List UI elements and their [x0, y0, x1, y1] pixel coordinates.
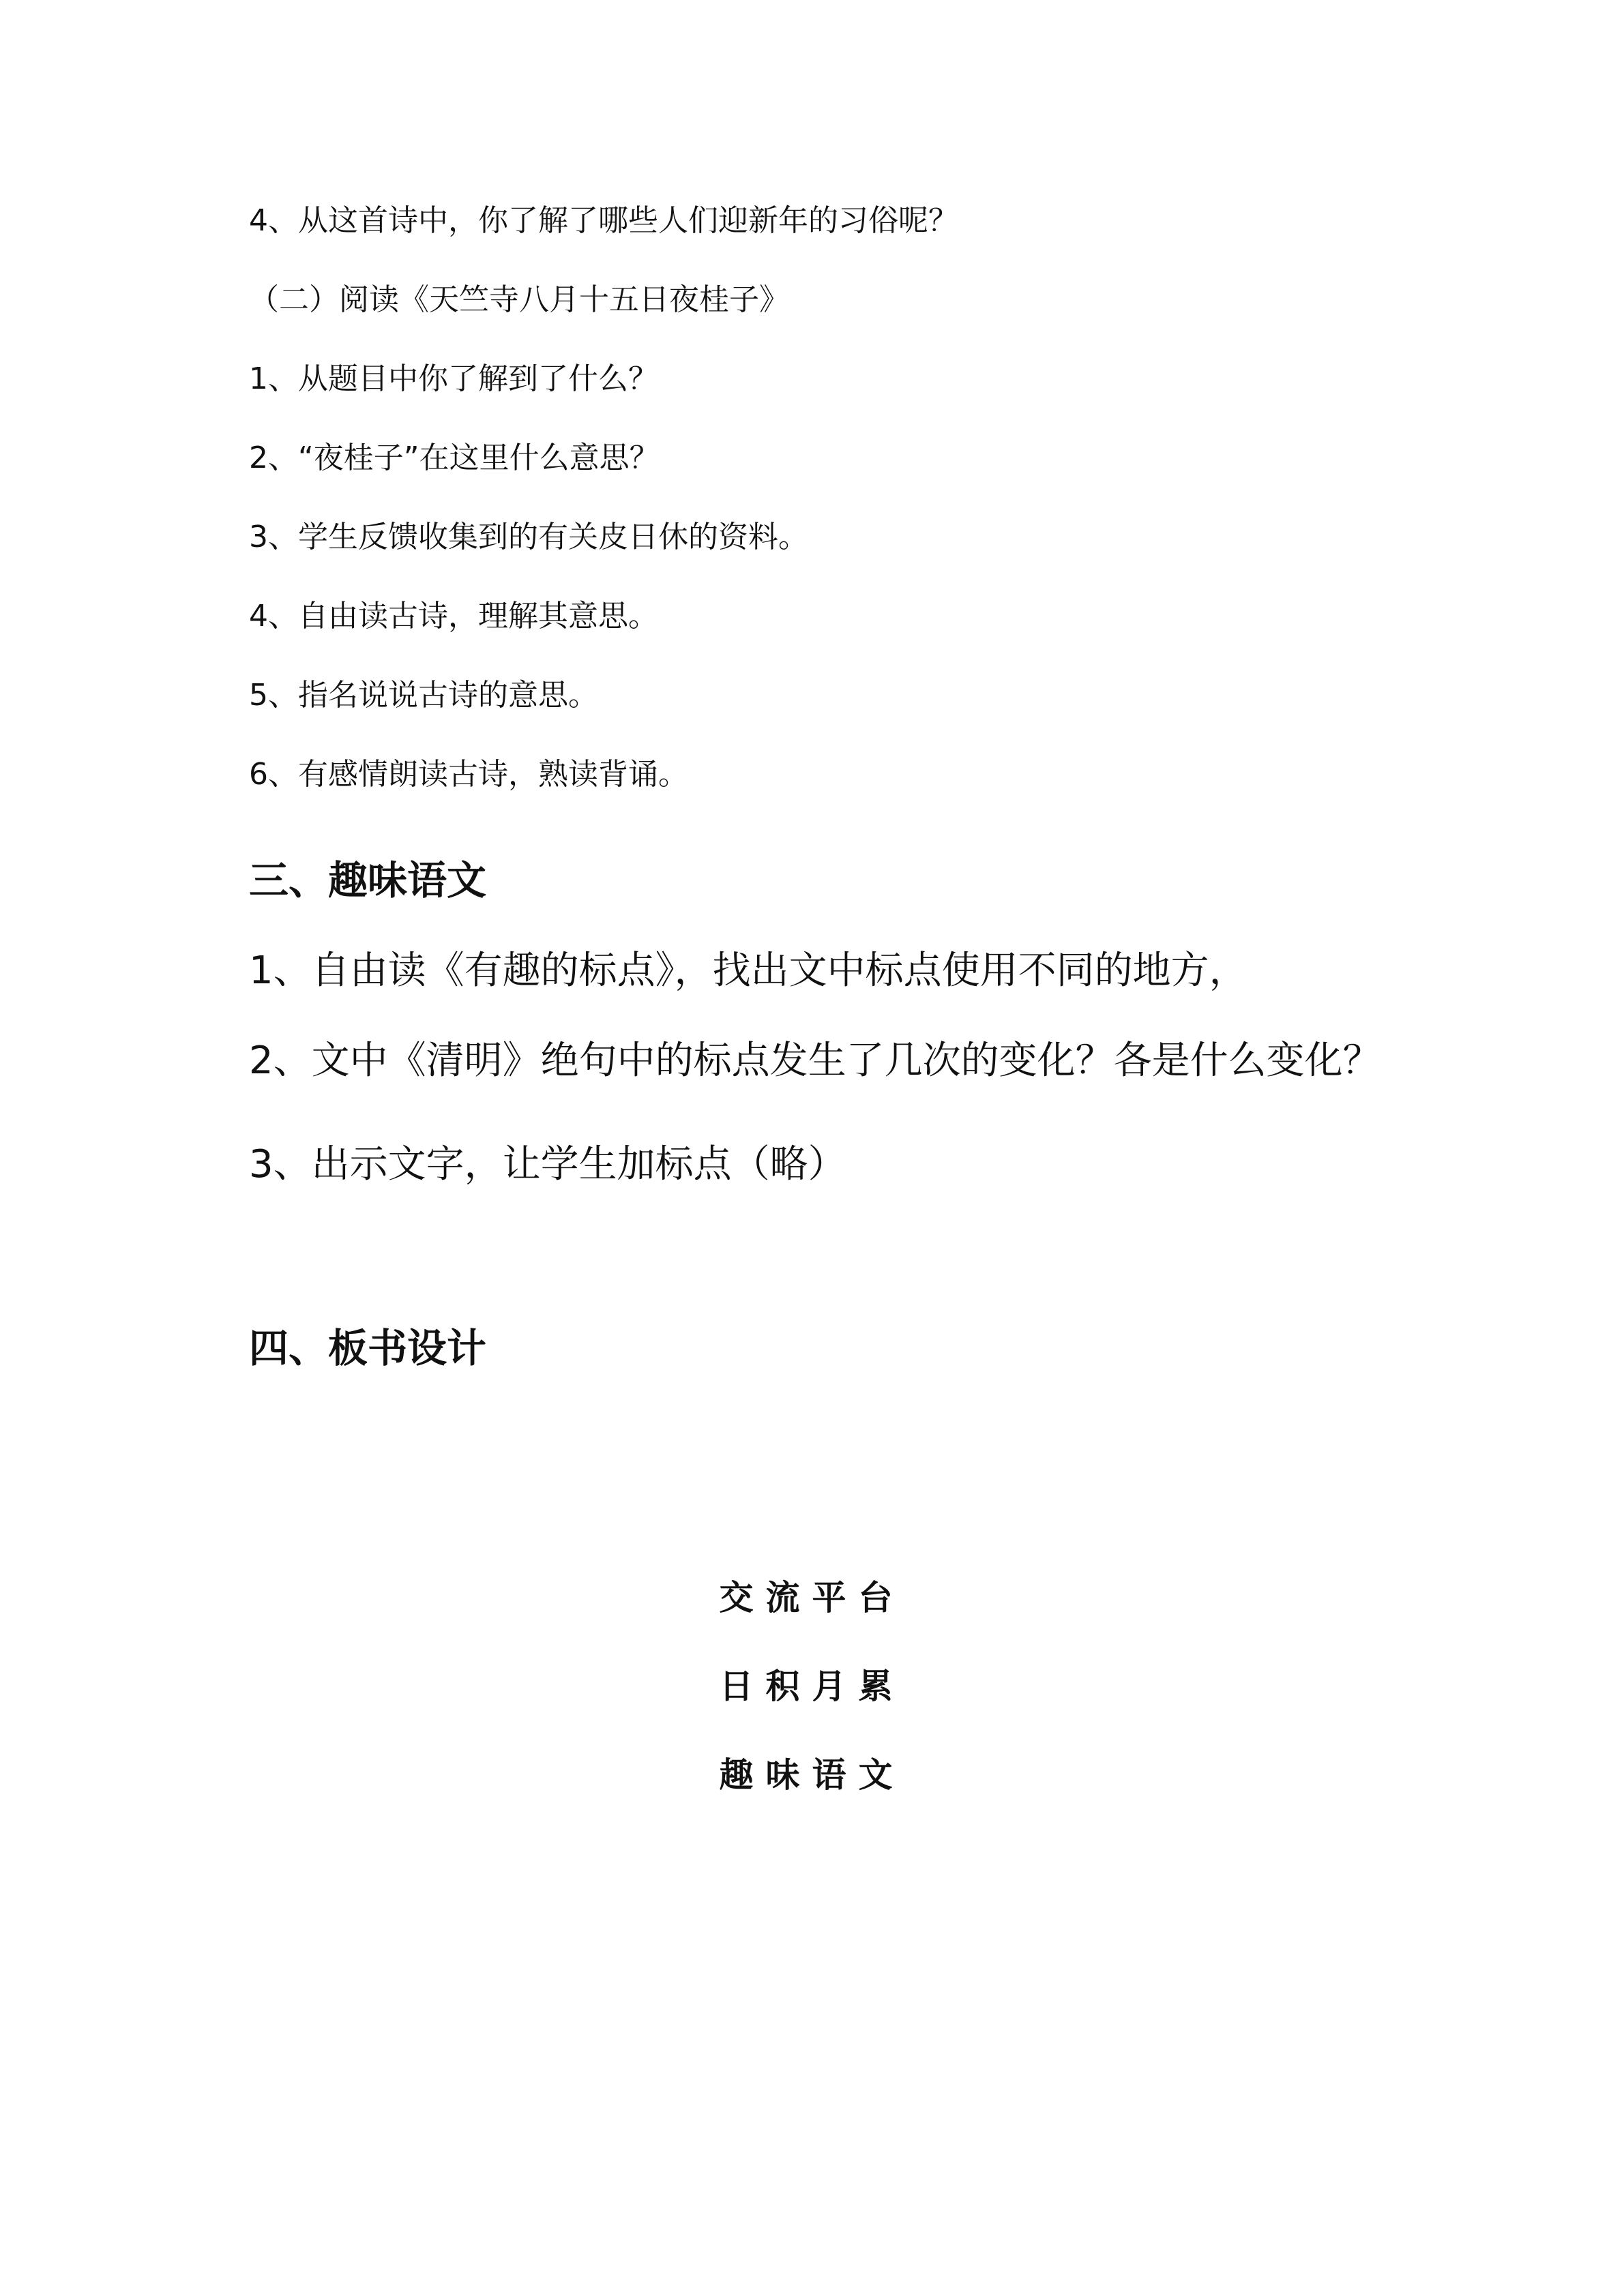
list-item: 3、学生反馈收集到的有关皮日休的资料。 [249, 520, 808, 554]
board-line: 日积月累 [719, 1666, 905, 1706]
list-item: 5、指名说说古诗的意思。 [249, 678, 598, 713]
section-heading-board-design: 四、板书设计 [249, 1325, 487, 1371]
list-item: 1、自由读《有趣的标点》，找出文中标点使用不同的地方， [249, 949, 1247, 993]
list-item: 6、有感情朗读古诗，熟读背诵。 [249, 757, 688, 792]
reading-subheading: （二）阅读《天竺寺八月十五日夜桂子》 [249, 282, 789, 317]
board-line: 趣味语文 [719, 1755, 905, 1795]
list-item: 2、“夜桂子”在这里什么意思？ [249, 441, 660, 475]
section-heading-fun-chinese: 三、趣味语文 [249, 857, 487, 904]
list-item: 4、自由读古诗，理解其意思。 [249, 599, 658, 633]
question-4: 4、从这首诗中，你了解了哪些人们迎新年的习俗呢？ [249, 203, 958, 238]
list-item: 1、从题目中你了解到了什么？ [249, 361, 658, 396]
list-item: 2、文中《清明》绝句中的标点发生了几次的变化？各是什么变化？ [249, 1039, 1381, 1083]
board-line: 交流平台 [719, 1577, 905, 1617]
list-item: 3、出示文字，让学生加标点（略） [249, 1142, 846, 1187]
